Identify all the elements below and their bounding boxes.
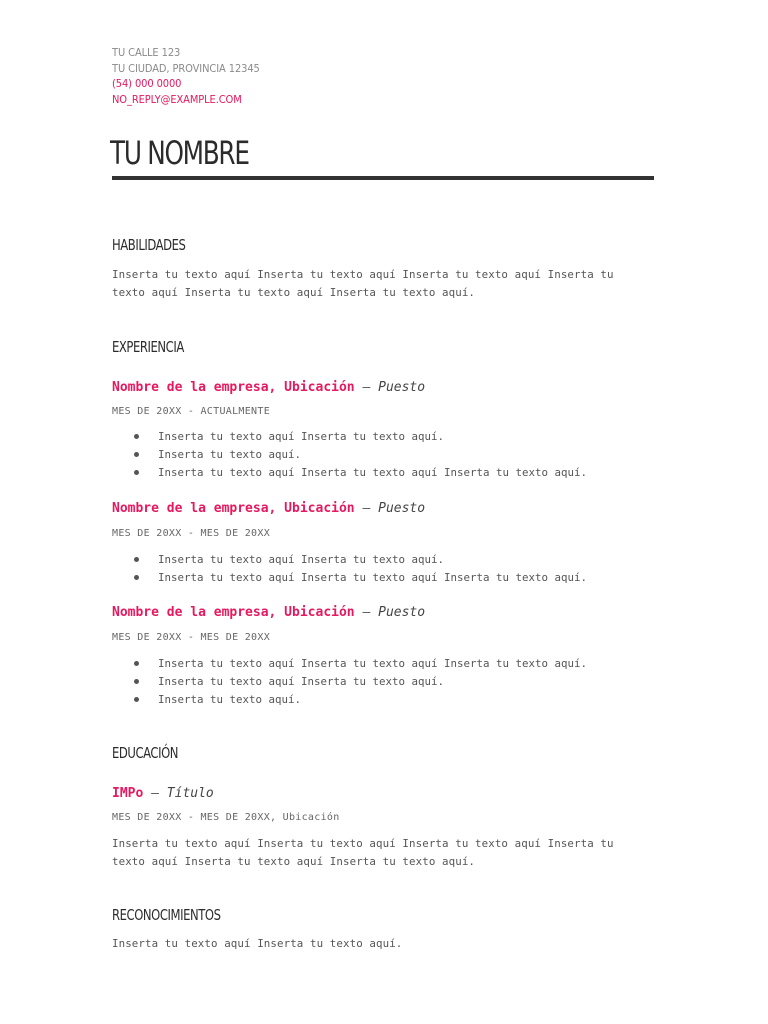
job-dash: — [354,605,379,620]
list-item [112,428,587,446]
education-header [112,786,214,801]
list-item [112,569,587,587]
list-item [112,464,587,482]
bullet-icon [134,679,139,684]
education-dash: — [143,786,167,801]
list-item-text: Inserta tu texto aquí Inserta tu texto aquí. [158,430,445,443]
education-date: MES DE 20XX - MES DE 20XX, Ubicación [112,812,340,823]
bullet-icon [134,452,139,457]
job-dash: — [354,501,379,516]
job-company: Nombre de la empresa, Ubicación [112,380,355,395]
name-divider [112,176,654,180]
list-item [112,446,587,464]
job-company: Nombre de la empresa, Ubicación [112,501,355,516]
education-text [112,835,652,871]
contact-phone: (54) 000 0000 [112,77,182,90]
bullet-icon [134,557,139,562]
list-item-text: Inserta tu texto aquí Inserta tu texto aquí. [158,675,445,688]
resume-name: TU NOMBRE [110,134,249,172]
bullet-icon [134,470,139,475]
list-item-text: Inserta tu texto aquí. [158,448,302,461]
skills-line-2: texto aquí Inserta tu texto aquí Inserta tu texto aquí. [112,286,476,299]
skills-line-1: Inserta tu texto aquí Inserta tu texto aquí Inserta tu texto aquí Inserta tu [112,268,614,281]
contact-block [112,45,260,107]
list-item [112,655,587,673]
job-bullets [112,655,587,709]
job-header [112,605,425,620]
list-item [112,673,587,691]
skills-title: HABILIDADES [112,236,186,254]
contact-email: NO_REPLY@EXAMPLE.COM [112,92,242,106]
job-header [112,501,425,516]
job-date: MES DE 20XX - MES DE 20XX [112,632,271,643]
job-date: MES DE 20XX - ACTUALMENTE [112,406,271,417]
list-item-text: Inserta tu texto aquí Inserta tu texto aquí Inserta tu texto aquí. [158,571,588,584]
experience-title: EXPERIENCIA [112,338,184,356]
job-bullets [112,551,587,587]
job-header [112,380,425,395]
education-degree: Título [166,786,214,801]
contact-street: TU CALLE 123 [112,46,181,59]
bullet-icon [134,434,139,439]
education-line-1: Inserta tu texto aquí Inserta tu texto aquí Inserta tu texto aquí Inserta tu [112,837,614,850]
bullet-icon [134,575,139,580]
education-line-2: texto aquí Inserta tu texto aquí Inserta tu texto aquí. [112,855,476,868]
list-item-text: Inserta tu texto aquí. [158,693,302,706]
education-school: IMPo [112,786,144,801]
list-item [112,551,587,569]
contact-city: TU CIUDAD, PROVINCIA 12345 [112,61,260,75]
job-bullets [112,428,587,482]
awards-title: RECONOCIMIENTOS [112,906,221,924]
education-title: EDUCACIÓN [112,744,179,762]
list-item-text: Inserta tu texto aquí Inserta tu texto aquí Inserta tu texto aquí. [158,466,588,479]
skills-text [112,266,652,302]
job-role: Puesto [378,605,426,620]
job-role: Puesto [378,380,426,395]
awards-text: Inserta tu texto aquí Inserta tu texto aquí. [112,937,403,950]
list-item-text: Inserta tu texto aquí Inserta tu texto aquí Inserta tu texto aquí. [158,657,588,670]
job-company: Nombre de la empresa, Ubicación [112,605,355,620]
list-item [112,691,587,709]
bullet-icon [134,661,139,666]
list-item-text: Inserta tu texto aquí Inserta tu texto aquí. [158,553,445,566]
job-dash: — [354,380,379,395]
job-date: MES DE 20XX - MES DE 20XX [112,528,271,539]
job-role: Puesto [378,501,426,516]
bullet-icon [134,697,139,702]
